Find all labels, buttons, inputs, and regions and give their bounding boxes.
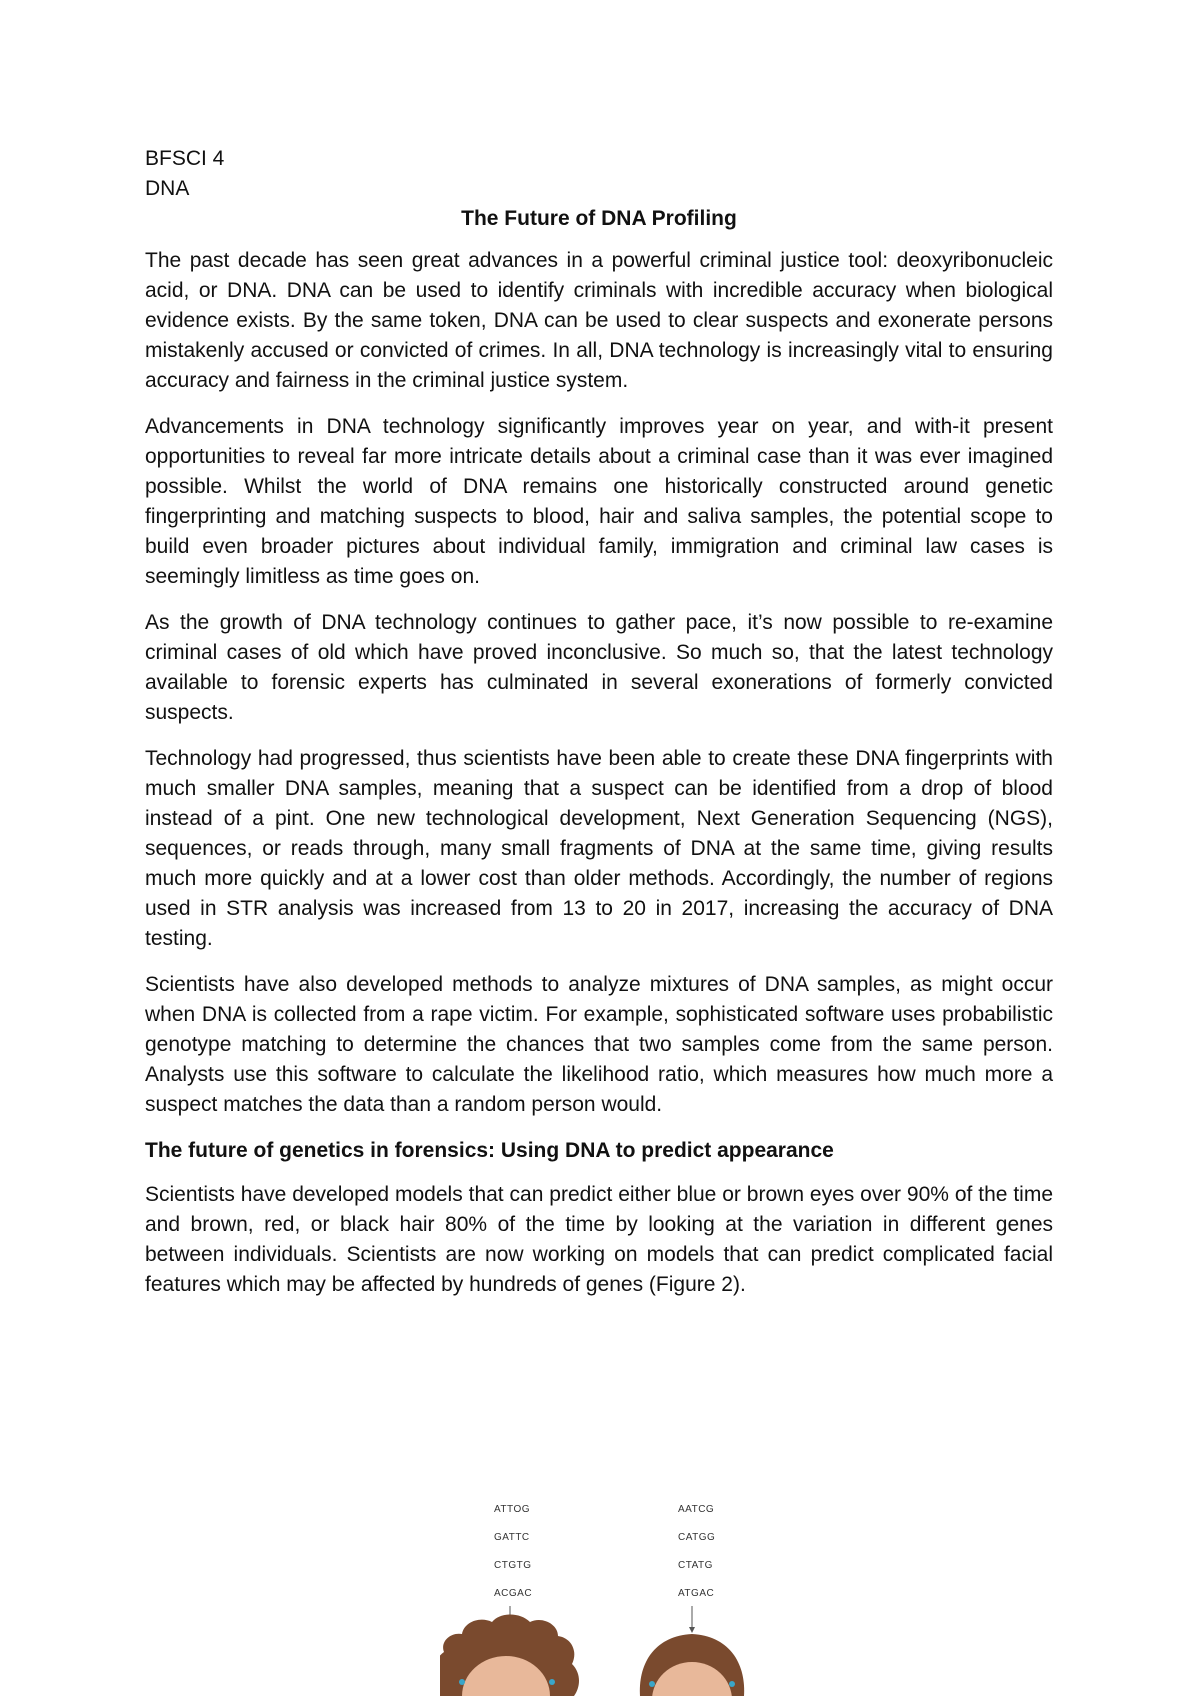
left-person	[440, 1615, 579, 1696]
document-body	[145, 144, 1053, 1316]
left-earring	[459, 1679, 465, 1685]
section-heading: The future of genetics in forensics: Using DNA to predict appearance	[145, 1139, 834, 1162]
paragraph-advancements: Advancements in DNA technology significantly improves year on year, and with-it present opportunities to reveal far more intricate details about a criminal case than it was ever imagined possible. Whilst the world of DNA remains one historically constructed around genetic fingerprinting and matching suspects to blood, hair and saliva samples, the potential scope to build even broader pictures about individual family, immigration and criminal law cases is seemingly limitless as time goes on.	[145, 415, 1053, 588]
paragraph-technology: Technology had progressed, thus scientists have been able to create these DNA fingerprints with much smaller DNA samples, meaning that a suspect can be identified from a drop of blood instead of a pint. One new technological development, Next Generation Sequencing (NGS), sequences, or reads through, many small fragments of DNA at the same time, giving results much more quickly and at a lower cost than older methods. Accordingly, the number of regions used in STR analysis was increased from 13 to 20 in 2017, increasing the accuracy of DNA testing.	[145, 747, 1053, 950]
right-sequence-1: AATCG	[678, 1504, 715, 1515]
left-earring-2	[549, 1679, 555, 1685]
right-sequence-3: CTATG	[678, 1560, 713, 1571]
faces-illustration	[440, 1474, 780, 1696]
topic-label: DNA	[145, 177, 190, 200]
course-code: BFSCI 4	[145, 147, 225, 170]
right-sequence-4: ATGAC	[678, 1588, 715, 1599]
paragraph-intro: The past decade has seen great advances in a powerful criminal justice tool: deoxyribonucleic acid, or DNA. DNA can be used to identify criminals with incredible accuracy when biological evidence exists. By the same token, DNA can be used to clear suspects and exonerate persons mistakenly accused or convicted of crimes. In all, DNA technology is increasingly vital to ensuring accuracy and fairness in the criminal justice system.	[145, 249, 1053, 392]
right-earring	[649, 1681, 655, 1687]
document-title: The Future of DNA Profiling	[461, 207, 737, 230]
paragraph-growth: As the growth of DNA technology continues to gather pace, it’s now possible to re-examine criminal cases of old which have proved inconclusive. So much so, that the latest technology available to forensic experts has culminated in several exonerations of formerly convicted suspects.	[145, 611, 1053, 724]
right-earring-2	[729, 1681, 735, 1687]
right-arrow-head	[689, 1627, 695, 1633]
left-sequence-1: ATTOG	[494, 1504, 531, 1515]
left-sequence-2: GATTC	[494, 1532, 530, 1543]
left-sequence-4: ACGAC	[494, 1588, 533, 1599]
paragraph-appearance: Scientists have developed models that can predict either blue or brown eyes over 90% of the time and brown, red, or black hair 80% of the time by looking at the variation in different genes between individuals. Scientists are now working on models that can predict complicated facial features which may be affected by hundreds of genes (Figure 2).	[145, 1183, 1053, 1296]
paragraph-mixtures: Scientists have also developed methods to analyze mixtures of DNA samples, as might occur when DNA is collected from a rape victim. For example, sophisticated software uses probabilistic genotype matching to determine the chances that two samples come from the same person. Analysts use this software to calculate the likelihood ratio, which measures how much more a suspect matches the data than a random person would.	[145, 973, 1053, 1116]
right-person	[640, 1634, 744, 1696]
right-sequence-2: CATGG	[678, 1532, 716, 1543]
left-sequence-3: CTGTG	[494, 1560, 532, 1571]
figure-dna-faces	[440, 1474, 780, 1696]
